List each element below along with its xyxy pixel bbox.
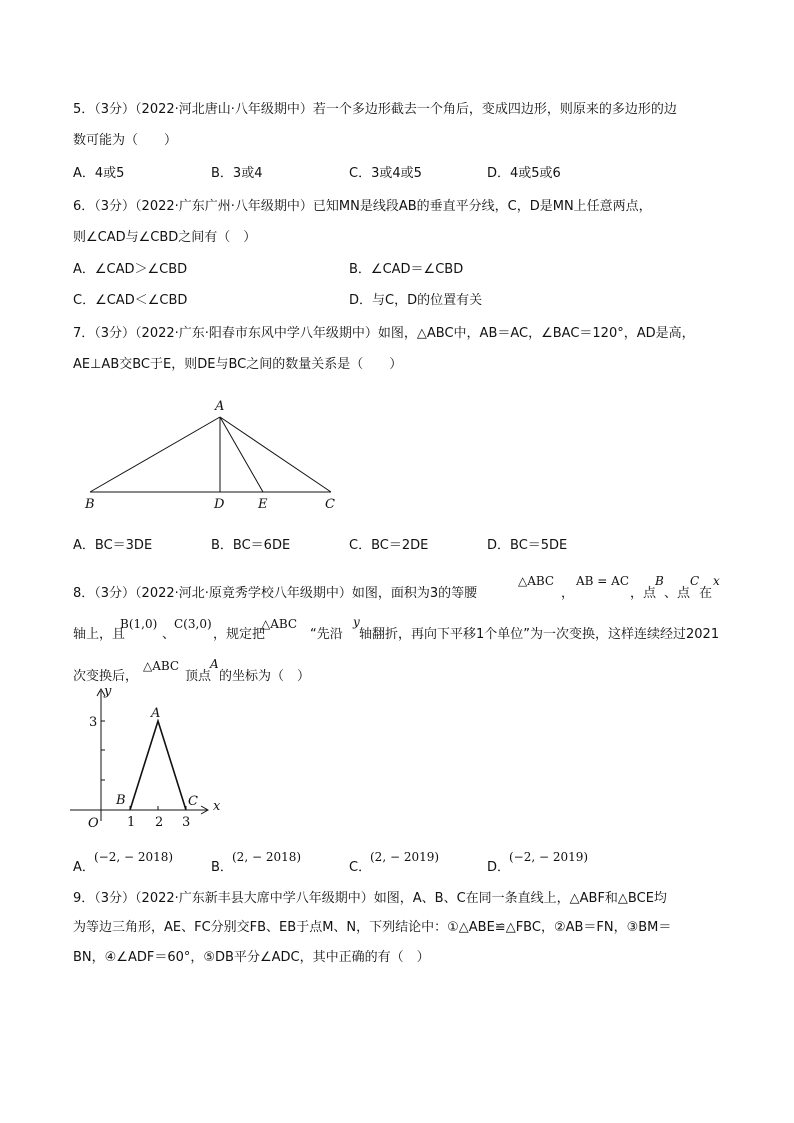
q8-fig-label-b: B bbox=[116, 793, 126, 808]
q8-fig-label-o: O bbox=[88, 816, 99, 831]
q7-stem-line2: AE⊥AB交BC于E，则DE与BC之间的数量关系是（ ） bbox=[73, 357, 403, 372]
q7-option-d: D．BC＝5DE bbox=[487, 538, 568, 553]
q7-label-a: A bbox=[215, 399, 225, 414]
q8-fig-tick-3x: 3 bbox=[182, 815, 191, 830]
q5-option-d: D．4或5或6 bbox=[487, 166, 561, 181]
q8-text-vertex: 顶点 bbox=[185, 669, 212, 684]
q8-label-y-inline: y bbox=[353, 615, 360, 629]
q8-text-comma: 、 bbox=[162, 627, 176, 642]
q8-expr-point-c: C(3,0) bbox=[174, 617, 212, 631]
q7-option-b: B．BC＝6DE bbox=[211, 538, 291, 553]
q8-expr-triangle-3: △ABC bbox=[143, 659, 180, 673]
q6-option-b: B．∠CAD＝∠CBD bbox=[349, 262, 464, 277]
q8-stem-line1: 8．（3分）（2022·河北·原竟秀学校八年级期中）如图，面积为3的等腰 bbox=[73, 586, 478, 601]
q8-text-point-3: 在 bbox=[699, 586, 713, 601]
q8-fig-tick-1: 1 bbox=[127, 815, 136, 830]
q7-option-c: C．BC＝2DE bbox=[349, 538, 429, 553]
q8-stem-line2-a: 轴上，且 bbox=[73, 627, 126, 642]
q7-label-c: C bbox=[325, 497, 335, 512]
q8-stem-line3-c: 的坐标为（ ） bbox=[219, 669, 311, 684]
q8-fig-label-c: C bbox=[188, 794, 198, 809]
q5-option-a: A．4或5 bbox=[73, 166, 125, 181]
q8-fig-tick-3: 3 bbox=[89, 715, 98, 730]
q7-label-d: D bbox=[214, 497, 225, 512]
q8-text-rule: ，规定把 bbox=[213, 627, 266, 642]
q5-stem-line1: 5．（3分）（2022·河北唐山·八年级期中）若一个多边形截去一个角后，变成四边形，则原来的多边形的边 bbox=[73, 102, 677, 117]
q8-stem-line3-a: 次变换后， bbox=[73, 669, 139, 684]
q8-expr-point-b: B(1,0) bbox=[120, 617, 158, 631]
q8-option-c-value: (2, − 2019) bbox=[370, 850, 440, 864]
q8-text-reflect: “先沿 bbox=[310, 627, 343, 642]
q6-stem-line2: 则∠CAD与∠CBD之间有（ ） bbox=[73, 230, 257, 245]
q8-label-a-inline: A bbox=[210, 657, 219, 671]
q8-text-point-2: 、点 bbox=[664, 586, 691, 601]
q8-label-x-inline: x bbox=[713, 574, 720, 588]
q8-option-c-prefix: C． bbox=[349, 860, 372, 875]
q8-option-b-prefix: B． bbox=[211, 860, 233, 875]
q8-expr-equal-sides: AB = AC bbox=[576, 574, 630, 588]
q8-stem-line2-e: 轴翻折，再向下平移1个单位”为一次变换，这样连续经过2021 bbox=[359, 627, 720, 642]
q8-fig-label-a: A bbox=[151, 706, 161, 721]
q7-label-e: E bbox=[258, 497, 268, 512]
q7-stem-line1: 7．（3分）（2022·广东·阳春市东风中学八年级期中）如图，△ABC中，AB＝AC，∠BAC＝120°，AD是高， bbox=[73, 326, 695, 341]
q6-option-a: A．∠CAD＞∠CBD bbox=[73, 262, 188, 277]
q8-fig-label-y: y bbox=[104, 684, 112, 699]
q7-label-b: B bbox=[85, 497, 95, 512]
q7-option-a: A．BC＝3DE bbox=[73, 538, 153, 553]
q8-fig-tick-2: 2 bbox=[155, 815, 164, 830]
q5-option-b: B．3或4 bbox=[211, 166, 263, 181]
q7-triangle-figure bbox=[80, 395, 350, 520]
q8-option-d-value: (−2, − 2019) bbox=[509, 850, 589, 864]
q8-option-d-prefix: D． bbox=[487, 860, 511, 875]
q6-option-c: C．∠CAD＜∠CBD bbox=[73, 293, 188, 308]
q8-text-point-1: ，点 bbox=[630, 586, 657, 601]
q6-stem-line1: 6．（3分）（2022·广东广州·八年级期中）已知MN是线段AB的垂直平分线，C，D是MN上任意两点， bbox=[73, 199, 652, 214]
q5-option-c: C．3或4或5 bbox=[349, 166, 422, 181]
q8-fig-label-x: x bbox=[213, 799, 221, 814]
q8-expr-triangle-1: △ABC bbox=[518, 574, 555, 588]
q9-stem-line1: 9．（3分）（2022·广东新丰县大席中学八年级期中）如图，A、B、C在同一条直线上，△ABF和△BCE均 bbox=[73, 891, 667, 906]
q5-stem-line2: 数可能为（ ） bbox=[73, 133, 178, 148]
q8-separator-1: ， bbox=[561, 586, 575, 601]
q8-coordinate-figure bbox=[70, 683, 230, 833]
q8-option-a-value: (−2, − 2018) bbox=[94, 850, 174, 864]
q8-option-a-prefix: A． bbox=[73, 860, 95, 875]
q8-expr-triangle-2: △ABC bbox=[261, 617, 298, 631]
q9-stem-line2: 为等边三角形，AE、FC分别交FB、EB于点M、N，下列结论中：①△ABE≌△FBC，②AB＝FN，③BM＝ bbox=[73, 920, 672, 935]
q9-stem-line3: BN，④∠ADF＝60°，⑤DB平分∠ADC，其中正确的有（ ） bbox=[73, 950, 430, 965]
q8-label-b-inline: B bbox=[655, 574, 664, 588]
q8-label-c-inline: C bbox=[690, 574, 700, 588]
q8-option-b-value: (2, − 2018) bbox=[232, 850, 302, 864]
q6-option-d: D．与C，D的位置有关 bbox=[349, 293, 483, 308]
